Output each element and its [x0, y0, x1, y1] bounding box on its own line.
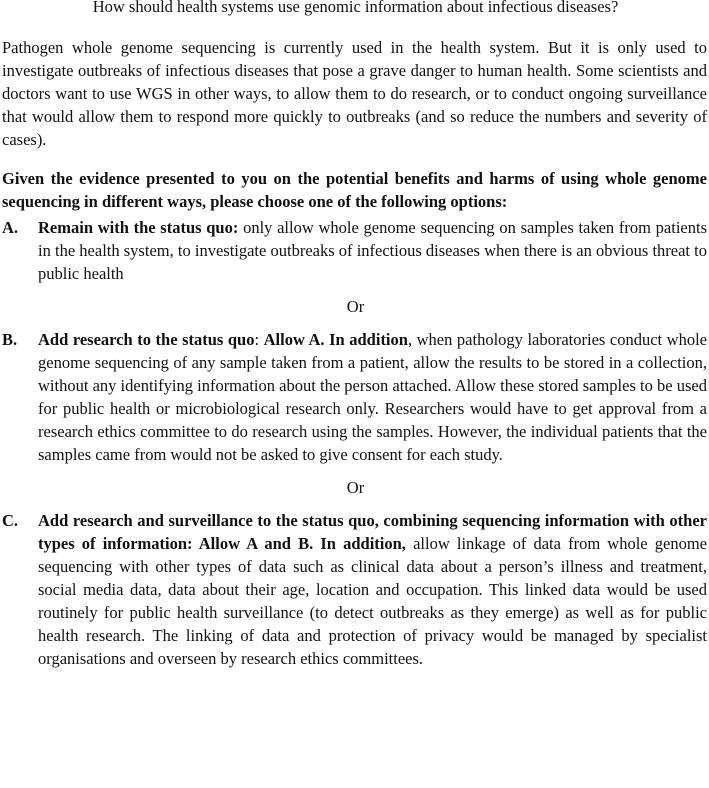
option-c-body: [38, 509, 707, 670]
option-c-text: allow linkage of data from whole genome sequencing with other types of data such as clinical data about a person’s illness and treatment, social media data, data about their age, location and occupation. This linked data would be used routinely for public health surveillance (to detect outbreaks as they emerge) as well as for public health research. The linking of data and protection of privacy would be managed by specialist organisations and overseen by research ethics committees.: [38, 534, 707, 668]
option-b-heading-suffix: :: [254, 330, 264, 349]
option-a-body: [38, 216, 707, 285]
option-b-letter: B.: [2, 330, 18, 349]
page-title: How should health systems use genomic information about infectious diseases?: [92, 0, 619, 16]
option-b: [2, 328, 707, 466]
separator-or-1: Or: [346, 297, 365, 316]
option-b-heading: Add research to the status quo: [38, 330, 255, 349]
option-a: [2, 216, 707, 285]
option-b-lead: Allow A. In addition: [263, 330, 408, 349]
option-b-body: [38, 328, 707, 466]
separator-or-2: Or: [346, 478, 365, 497]
option-a-text: only allow whole genome sequencing on samples taken from patients in the health system, to investigate outbreaks of infectious diseases when there is an obvious threat to public health: [38, 218, 707, 283]
option-c-letter: C.: [2, 511, 19, 530]
option-b-text: , when pathology laboratories conduct whole genome sequencing of any sample taken from a patient, allow the results to be stored in a collection, without any identifying information about the person attached. Allow these stored samples to be used for public health or microbiological research only. Researchers would have to get approval from a research ethics committee to do research using the samples. However, the individual patients that the samples came from would not be asked to give consent for each study.: [38, 330, 707, 464]
intro-paragraph: Pathogen whole genome sequencing is currently used in the health system. But it is only used to investigate outbreaks of infectious diseases that pose a grave danger to human health. Some scientists and doctors want to use WGS in other ways, to allow them to do research, or to conduct ongoing surveillance that would allow them to respond more quickly to outbreaks (and so reduce the numbers and severity of cases).: [2, 38, 707, 149]
question-prompt: Given the evidence presented to you on the potential benefits and harms of using whole genome sequencing in different ways, please choose one of the following options:: [2, 169, 707, 211]
option-a-heading: Remain with the status quo:: [38, 218, 239, 237]
option-c-heading: Add research and surveillance to the status quo, combining sequencing information with other types of information: Allow A and B. In addition,: [38, 511, 707, 553]
option-c: [2, 509, 707, 670]
option-a-letter: A.: [2, 218, 19, 237]
